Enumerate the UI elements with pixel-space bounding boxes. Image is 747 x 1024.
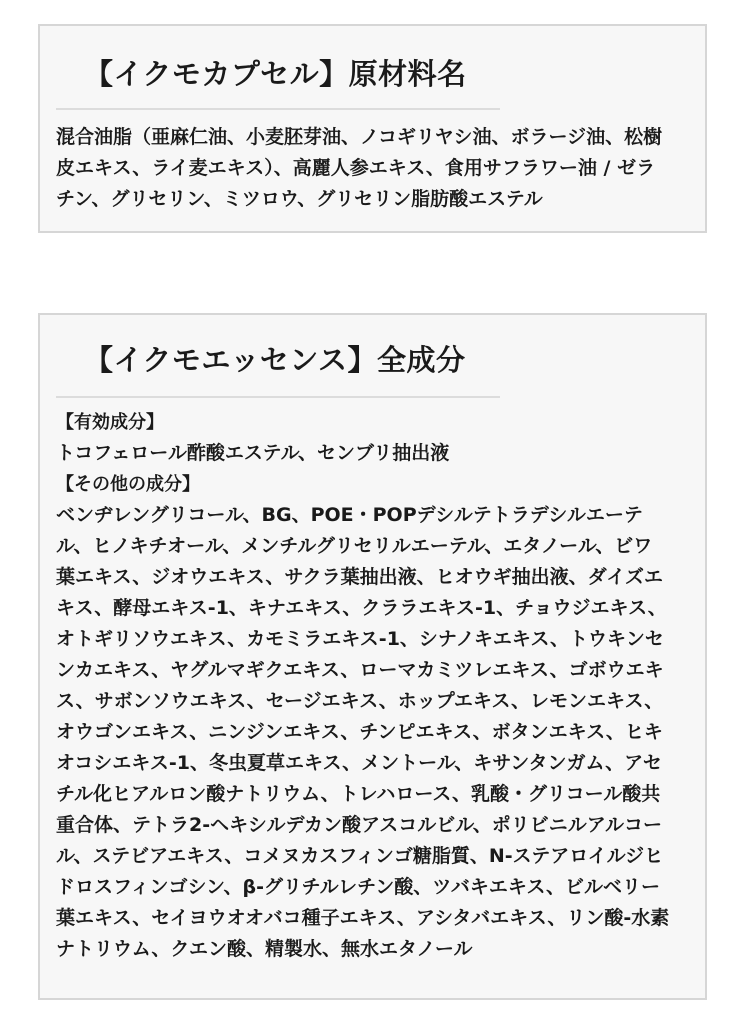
ingredient-line: 葉エキス、ジオウエキス、サクラ葉抽出液、ヒオウギ抽出液、ダイズエ — [56, 566, 664, 588]
ingredient-line: 皮エキス、ライ麦エキス）、高麗人参エキス、食用サフラワー油 / ゼラ — [56, 157, 656, 179]
ingredient-line: ル、ステビアエキス、コメヌカスフィンゴ糖脂質、N-ステアロイルジヒ — [56, 845, 664, 867]
ingredient-line: ナトリウム、クエン酸、精製水、無水エタノール — [56, 938, 473, 960]
title-divider — [56, 108, 500, 110]
ingredient-line: 重合体、テトラ2-ヘキシルデカン酸アスコルビル、ポリビニルアルコー — [56, 814, 663, 836]
active-ingredients-label: 【有効成分】 — [56, 412, 164, 433]
other-ingredients-label: 【その他の成分】 — [56, 474, 200, 495]
ingredient-line: チル化ヒアルロン酸ナトリウム、トレハロース、乳酸・グリコール酸共 — [56, 783, 661, 805]
capsule-ingredients-title: 【イクモカプセル】原材料名 — [84, 57, 467, 91]
active-ingredients-text: トコフェロール酢酸エステル、センブリ抽出液 — [56, 442, 450, 464]
capsule-ingredients-box — [38, 24, 707, 233]
ingredient-line: チン、グリセリン、ミツロウ、グリセリン脂肪酸エステル — [56, 188, 543, 210]
ingredient-line: オトギリソウエキス、カモミラエキス-1、シナノキエキス、トウキンセ — [56, 628, 664, 650]
ingredient-line: 葉エキス、セイヨウオオバコ種子エキス、アシタバエキス、リン酸-水素 — [56, 907, 670, 929]
ingredient-line: 混合油脂（亜麻仁油、小麦胚芽油、ノコギリヤシ油、ボラージ油、松樹 — [56, 126, 663, 148]
ingredient-line: ス、サボンソウエキス、セージエキス、ホップエキス、レモンエキス、 — [56, 690, 664, 712]
ingredient-line: ベンヂレングリコール、BG、POE・POPデシルテトラデシルエーテ — [56, 504, 643, 526]
ingredient-line: ンカエキス、ヤグルマギクエキス、ローマカミツレエキス、ゴボウエキ — [56, 659, 664, 681]
essence-ingredients-title: 【イクモエッセンス】全成分 — [84, 343, 466, 377]
essence-ingredients-box — [38, 313, 707, 1000]
title-divider — [56, 396, 500, 398]
ingredient-line: オウゴンエキス、ニンジンエキス、チンピエキス、ボタンエキス、ヒキ — [56, 721, 663, 743]
ingredient-line: ル、ヒノキチオール、メンチルグリセリルエーテル、エタノール、ビワ — [56, 535, 653, 557]
ingredient-line: ドロスフィンゴシン、β-グリチルレチン酸、ツバキエキス、ビルベリー — [56, 876, 661, 898]
capsule-ingredients-text — [56, 122, 696, 215]
essence-ingredients-text — [56, 407, 696, 965]
ingredient-line: キス、酵母エキス-1、キナエキス、クララエキス-1、チョウジエキス、 — [56, 597, 667, 619]
ingredient-line: オコシエキス-1、冬虫夏草エキス、メントール、キサンタンガム、アセ — [56, 752, 662, 774]
